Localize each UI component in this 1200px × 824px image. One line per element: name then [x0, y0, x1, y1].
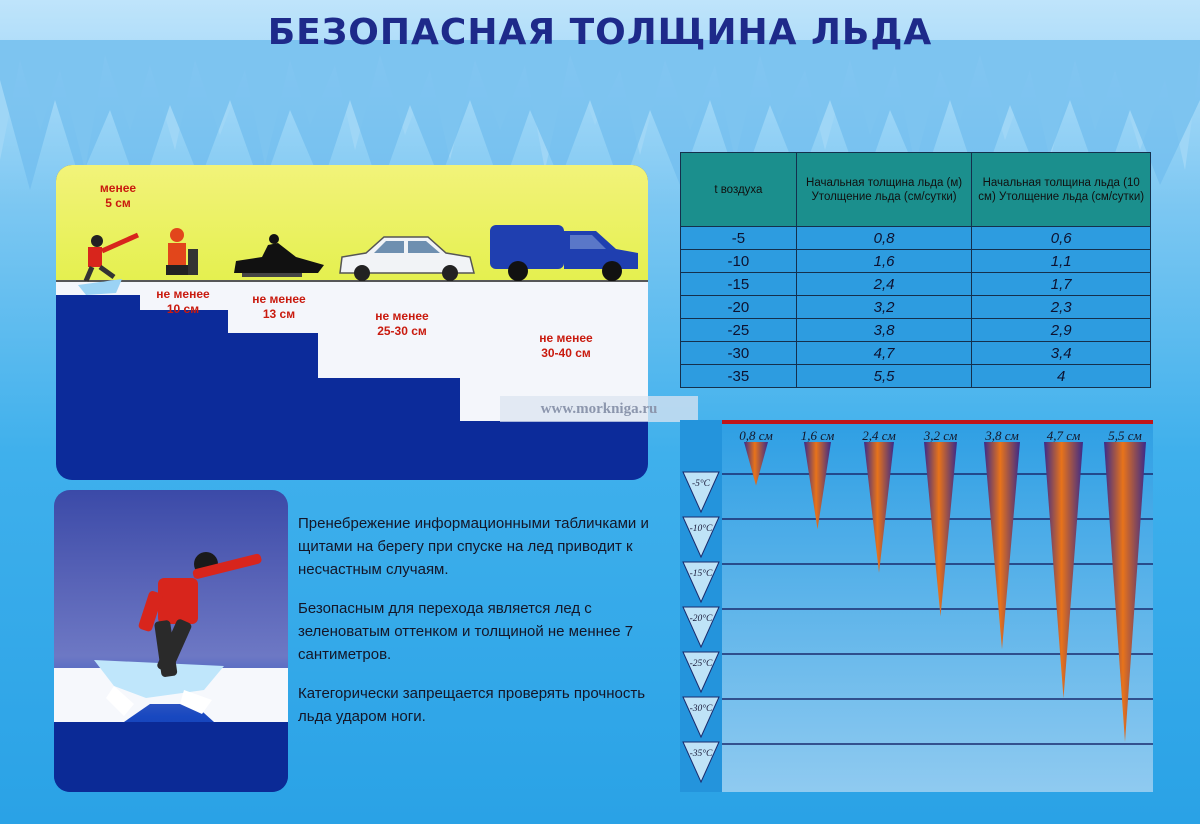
table-cell: 3,2: [796, 296, 972, 319]
table-cell: 2,9: [972, 319, 1151, 342]
label-line: 30-40 см: [541, 346, 591, 360]
table-cell: 0,6: [972, 227, 1151, 250]
ice-thickness-scene: [56, 165, 648, 480]
table-row: [681, 250, 1151, 273]
warning-illustration: [54, 490, 288, 792]
label-fisher: [148, 287, 218, 317]
breaking-ice-figure: [54, 490, 288, 792]
table-cell: 4,7: [796, 342, 972, 365]
icicle-label: 0,8 см: [739, 428, 773, 443]
icicle-label: 3,8 см: [985, 428, 1019, 443]
table-row: [681, 365, 1151, 388]
table-cell: -25: [681, 319, 797, 342]
temperature-tick-label: -25°C: [689, 659, 713, 669]
chart-background: [680, 420, 1153, 792]
label-line: менее: [99, 181, 137, 195]
temperature-tick-label: -15°C: [689, 569, 713, 579]
table-cell: 4: [972, 365, 1151, 388]
table-header: Начальная толщина льда (10 см) Утолщение льда (см/сутки): [972, 153, 1151, 227]
warning-paragraph: Пренебрежение информационными табличками и щитами на берегу при спуске на лед приводит к несчастным случаям.: [298, 515, 649, 578]
watermark: www.morkniga.ru: [500, 396, 698, 422]
label-line: 13 см: [262, 307, 296, 321]
label-line: 25-30 см: [377, 324, 427, 338]
table-row: [681, 296, 1151, 319]
truck-figure: [490, 225, 638, 281]
temperature-tick-label: -10°C: [689, 524, 713, 534]
car-figure: [340, 237, 474, 281]
label-line: не менее: [156, 287, 210, 301]
table-header-row: [681, 153, 1151, 227]
table-cell: 3,8: [796, 319, 972, 342]
table-cell: 1,1: [972, 250, 1151, 273]
icicle-label: 1,6 см: [800, 428, 835, 443]
page-title: БЕЗОПАСНАЯ ТОЛЩИНА ЛЬДА: [267, 12, 933, 53]
icicle-label: 2,4 см: [862, 428, 896, 443]
label-line: 10 см: [166, 302, 200, 316]
table-row: [681, 342, 1151, 365]
warning-text: [298, 512, 658, 744]
temperature-tick-label: -30°C: [689, 704, 713, 714]
snowmobile-figure: [234, 234, 324, 277]
table-cell: -30: [681, 342, 797, 365]
label-line: 5 см: [105, 196, 131, 210]
table-cell: -15: [681, 273, 797, 296]
table-cell: -20: [681, 296, 797, 319]
table-cell: 2,4: [796, 273, 972, 296]
ice-growth-table: [680, 152, 1151, 388]
icicle-chart: [680, 420, 1153, 792]
icicle-label: 3,2 см: [923, 428, 958, 443]
icicle-label: 5,5 см: [1108, 428, 1142, 443]
temperature-tick-label: -35°C: [689, 749, 713, 759]
table-row: [681, 227, 1151, 250]
label-person: [86, 181, 150, 211]
temperature-tick-label: -5°C: [691, 479, 711, 489]
label-truck: [524, 331, 608, 361]
chart-top-bar: [722, 420, 1153, 424]
ice-steps: [56, 165, 648, 480]
table-cell: -5: [681, 227, 797, 250]
table-cell: -35: [681, 365, 797, 388]
warning-paragraph: Безопасным для перехода является лед с зеленоватым оттенком и толщиной не меннее 7 сантиметров.: [298, 600, 634, 663]
table-header: Начальная толщина льда (м) Утолщение льда (см/сутки): [796, 153, 972, 227]
label-line: не менее: [252, 292, 306, 306]
table-cell: 1,6: [796, 250, 972, 273]
table-header: t воздуха: [681, 153, 797, 227]
table-cell: 5,5: [796, 365, 972, 388]
table-cell: 1,7: [972, 273, 1151, 296]
label-car: [360, 309, 444, 339]
icicle-label: 4,7 см: [1046, 428, 1081, 443]
table-cell: 0,8: [796, 227, 972, 250]
label-snowmobile: [242, 292, 316, 322]
table-row: [681, 319, 1151, 342]
warning-paragraph: Категорически запрещается проверять прочность льда ударом ноги.: [298, 685, 646, 725]
table-cell: 2,3: [972, 296, 1151, 319]
table-row: [681, 273, 1151, 296]
label-line: не менее: [539, 331, 593, 345]
temperature-tick-label: -20°C: [689, 614, 713, 624]
label-line: не менее: [375, 309, 429, 323]
table-cell: 3,4: [972, 342, 1151, 365]
fisher-figure: [166, 228, 198, 275]
table-cell: -10: [681, 250, 797, 273]
